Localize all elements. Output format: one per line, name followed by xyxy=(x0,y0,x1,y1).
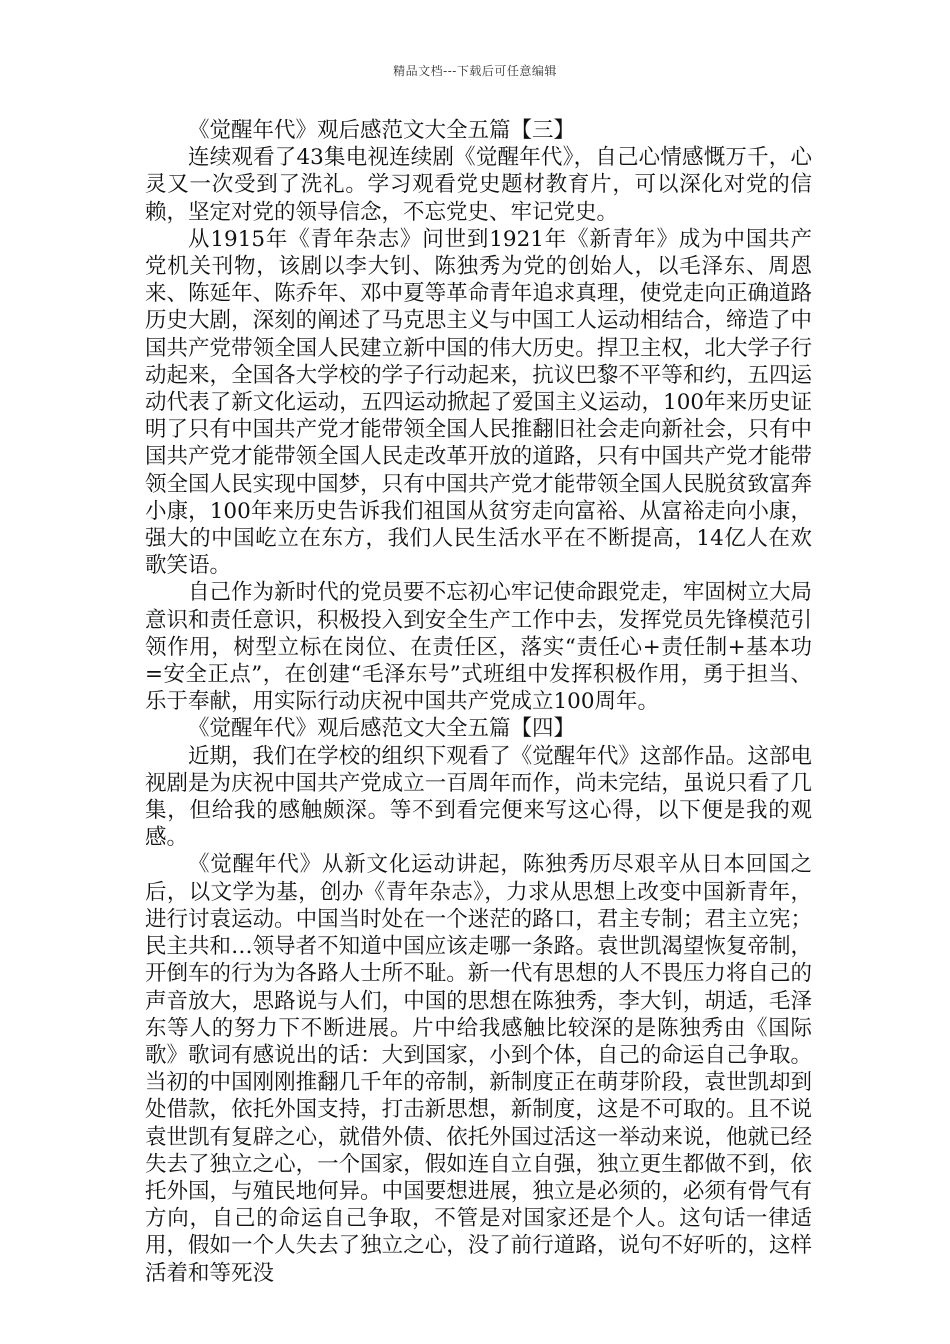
paragraph: 自己作为新时代的党员要不忘初心牢记使命跟党走，牢固树立大局意识和责任意识，积极投入到安全生产工作中去，发挥党员先锋模范引领作用，树型立标在岗位、在责任区，落实“责任心+责任制+基本功=安全正点”，在创建“毛泽东号”式班组中发挥积极作用，勇于担当、乐于奉献，用实际行动庆祝中国共产党成立100周年。 xyxy=(145,580,812,715)
section-heading-3: 《觉醒年代》观后感范文大全五篇【三】 xyxy=(188,118,576,143)
section-heading-4: 《觉醒年代》观后感范文大全五篇【四】 xyxy=(188,716,576,742)
page-header: 精品文档---下载后可任意编辑 xyxy=(393,64,557,78)
paragraph: 从1915年《青年杂志》问世到1921年《新青年》成为中国共产党机关刊物，该剧以李大钊、陈独秀为党的创始人，以毛泽东、周恩来、陈延年、陈乔年、邓中夏等革命青年追求真理，使党走向正确道路历史大剧，深刻的阐述了马克思主义与中国工人运动相结合，缔造了中国共产党带领全国人民建立新中国的伟大历史。捍卫主权，北大学子行动起来，全国各大学校的学子行动起来，抗议巴黎不平等和约，五四运动代表了新文化运动，五四运动掀起了爱国主义运动，100年来历史证明了只有中国共产党才能带领全国人民推翻旧社会走向新社会，只有中国共产党才能带领全国人民走改革开放的道路，只有中国共产党才能带领全国人民实现中国梦，只有中国共产党才能带领全国人民脱贫致富奔小康，100年来历史告诉我们祖国从贫穷走向富裕、从富裕走向小康，强大的中国屹立在东方，我们人民生活水平在不断提高，14亿人在欢歌笑语。 xyxy=(145,226,812,579)
paragraph: 连续观看了43集电视连续剧《觉醒年代》，自己心情感慨万千，心灵又一次受到了洗礼。学习观看党史题材教育片，可以深化对党的信赖，坚定对党的领导信念，不忘党史、牢记党史。 xyxy=(145,145,812,225)
paragraph: 《觉醒年代》从新文化运动讲起，陈独秀历尽艰辛从日本回国之后，以文学为基，创办《青年杂志》，力求从思想上改变中国新青年，进行讨袁运动。中国当时处在一个迷茫的路口，君主专制；君主立宪；民主共和…领导者不知道中国应该走哪一条路。袁世凯渴望恢复帝制，开倒车的行为为各路人士所不耻。新一代有思想的人不畏压力将自己的声音放大，思路说与人们，中国的思想在陈独秀，李大钊，胡适，毛泽东等人的努力下不断进展。片中给我感触比较深的是陈独秀由《国际歌》歌词有感说出的话：大到国家，小到个体，自己的命运自己争取。当初的中国刚刚推翻几千年的帝制，新制度正在萌芽阶段，袁世凯却到处借款，依托外国支持，打击新思想，新制度，这是不可取的。且不说袁世凯有复辟之心，就借外债、依托外国过活这一举动来说，他就已经失去了独立之心，一个国家，假如连自立自强，独立更生都做不到，依托外国，与殖民地何异。中国要想进展，独立是必须的，必须有骨气有方向，自己的命运自己争取，不管是对国家还是个人。这句话一律适用，假如一个人失去了独立之心，没了前行道路，说句不好听的，这样活着和等死没 xyxy=(145,852,812,1286)
document-body xyxy=(145,117,812,1287)
paragraph: 近期，我们在学校的组织下观看了《觉醒年代》这部作品。这部电视剧是为庆祝中国共产党成立一百周年而作，尚未完结，虽说只看了几集，但给我的感触颇深。等不到看完便来写这心得，以下便是我的观感。 xyxy=(145,743,812,851)
